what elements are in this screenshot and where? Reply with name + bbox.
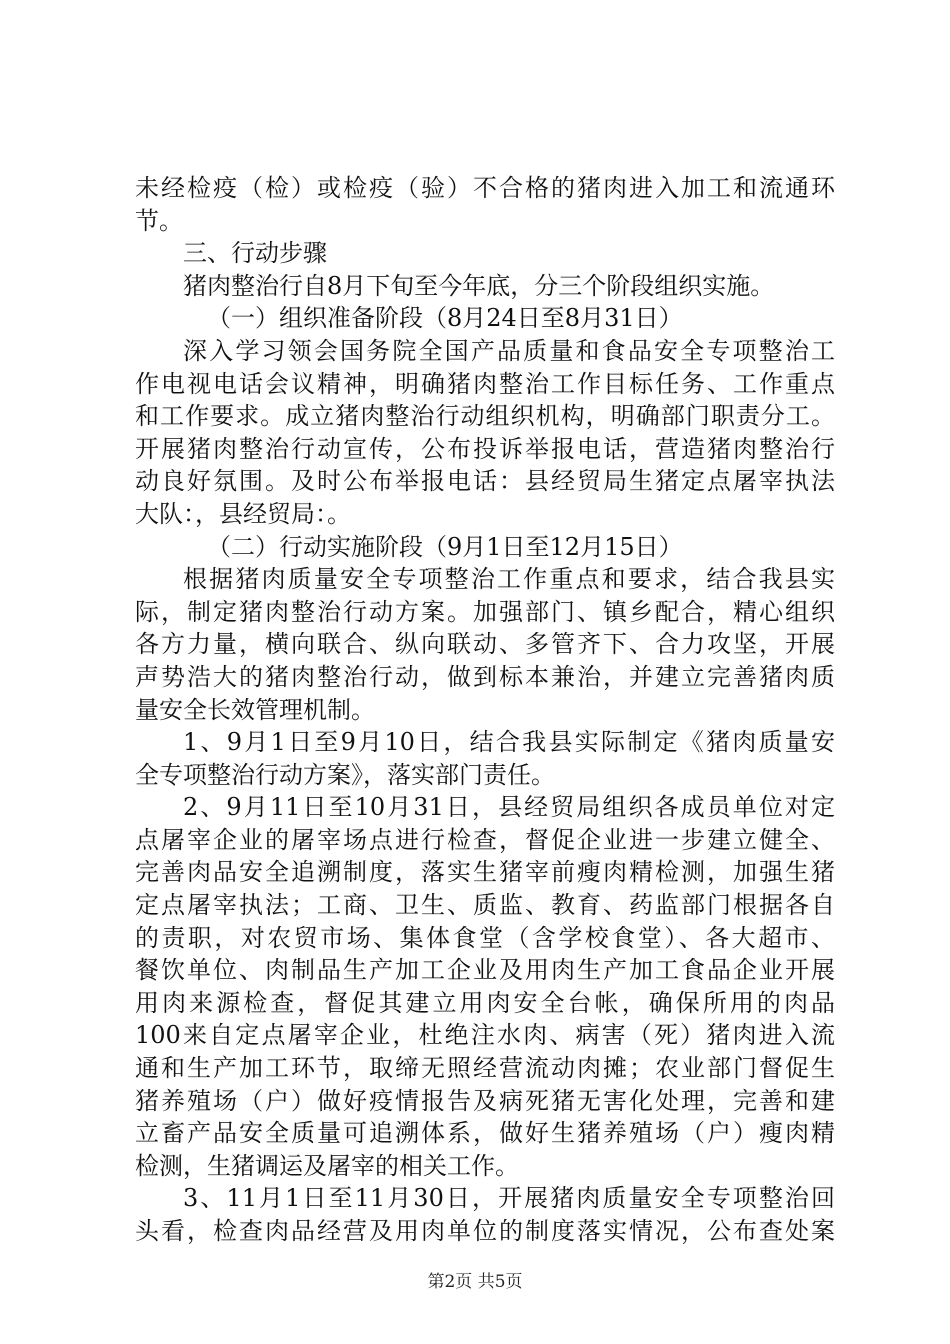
text-line: 餐饮单位、肉制品生产加工企业及用肉生产加工食品企业开展 bbox=[135, 956, 835, 985]
text-line: 声势浩大的猪肉整治行动，做到标本兼治，并建立完善猪肉质 bbox=[135, 662, 835, 691]
text-line: （一）组织准备阶段（8月24日至8月31日） bbox=[207, 304, 683, 333]
text-line: 大队：，县经贸局：。 bbox=[135, 499, 351, 528]
text-line: 通和生产加工环节，取缔无照经营流动肉摊；农业部门督促生 bbox=[135, 1054, 835, 1083]
text-line: 三、行动步骤 bbox=[183, 239, 327, 268]
text-line: 定点屠宰执法；工商、卫生、质监、教育、药监部门根据各自 bbox=[135, 891, 835, 920]
text-line: 作电视电话会议精神，明确猪肉整治工作目标任务、工作重点 bbox=[135, 369, 835, 398]
text-line: 全专项整治行动方案》，落实部门责任。 bbox=[135, 760, 555, 789]
text-line: 猪肉整治行自8月下旬至今年底，分三个阶段组织实施。 bbox=[183, 271, 775, 300]
text-line: 量安全长效管理机制。 bbox=[135, 695, 375, 724]
page-footer: 第2页 共5页 bbox=[427, 1272, 523, 1292]
text-line: 根据猪肉质量安全专项整治工作重点和要求，结合我县实 bbox=[183, 565, 835, 594]
text-line: 的责职，对农贸市场、集体食堂（含学校食堂）、各大超市、 bbox=[135, 923, 835, 952]
text-line: 各方力量，横向联合、纵向联动、多管齐下、合力攻坚，开展 bbox=[135, 630, 835, 659]
text-line: 100来自定点屠宰企业，杜绝注水肉、病害（死）猪肉进入流 bbox=[135, 1021, 835, 1050]
text-line: 深入学习领会国务院全国产品质量和食品安全专项整治工 bbox=[183, 336, 835, 365]
text-line: 节。 bbox=[135, 206, 183, 235]
text-line: 猪养殖场（户）做好疫情报告及病死猪无害化处理，完善和建 bbox=[135, 1086, 835, 1115]
text-line: 用肉来源检查，督促其建立用肉安全台帐，确保所用的肉品 bbox=[135, 988, 835, 1017]
text-line: 完善肉品安全追溯制度，落实生猪宰前瘦肉精检测，加强生猪 bbox=[135, 858, 835, 887]
text-line: 1、9月1日至9月10日，结合我县实际制定《猪肉质量安 bbox=[183, 728, 835, 757]
text-line: 3、11月1日至11月30日，开展猪肉质量安全专项整治回 bbox=[183, 1184, 835, 1213]
text-line: 动良好氛围。及时公布举报电话：县经贸局生猪定点屠宰执法 bbox=[135, 467, 835, 496]
text-line: 头看，检查肉品经营及用肉单位的制度落实情况，公布查处案 bbox=[135, 1217, 835, 1245]
text-line: 检测，生猪调运及屠宰的相关工作。 bbox=[135, 1151, 519, 1180]
text-line: 2、9月11日至10月31日，县经贸局组织各成员单位对定 bbox=[183, 793, 835, 822]
text-line: （二）行动实施阶段（9月1日至12月15日） bbox=[207, 532, 683, 561]
text-line: 和工作要求。成立猪肉整治行动组织机构，明确部门职责分工。 bbox=[135, 402, 835, 431]
text-line: 开展猪肉整治行动宣传，公布投诉举报电话，营造猪肉整治行 bbox=[135, 434, 835, 463]
text-line: 立畜产品安全质量可追溯体系，做好生猪养殖场（户）瘦肉精 bbox=[135, 1119, 835, 1148]
document-body bbox=[135, 172, 835, 1248]
text-line: 未经检疫（检）或检疫（验）不合格的猪肉进入加工和流通环 bbox=[135, 174, 835, 202]
text-line: 点屠宰企业的屠宰场点进行检查，督促企业进一步建立健全、 bbox=[135, 825, 835, 854]
text-line: 际，制定猪肉整治行动方案。加强部门、镇乡配合，精心组织 bbox=[135, 597, 835, 626]
